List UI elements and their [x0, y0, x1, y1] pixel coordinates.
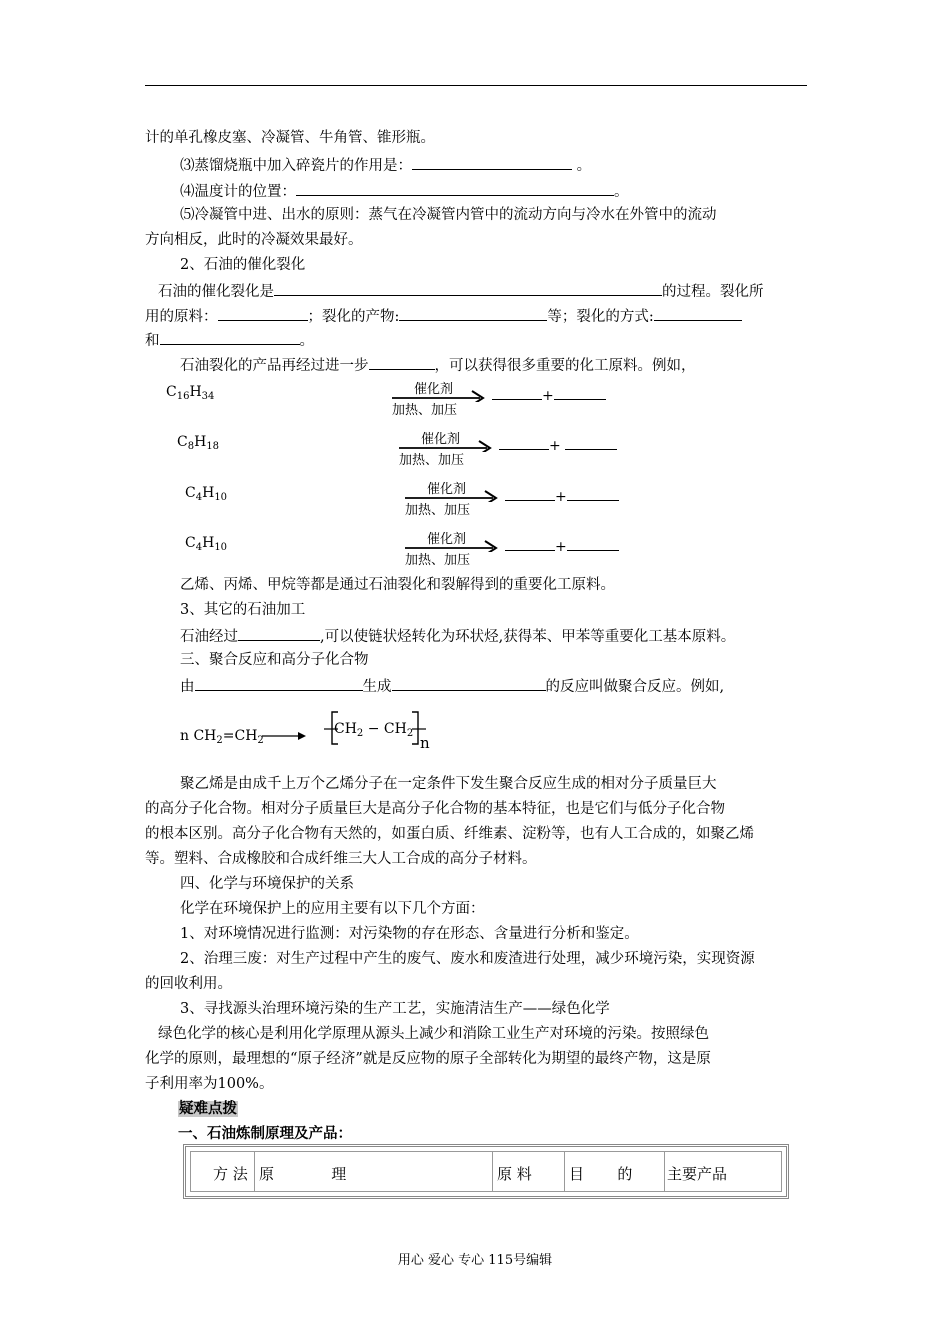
paragraph-line: 的高分子化合物。相对分子质量巨大是高分子化合物的基本特征，也是它们与低分子化合物: [145, 801, 725, 817]
header-rule: [145, 85, 807, 86]
text-line: 计的单孔橡皮塞、冷凝管、牛角管、锥形瓶。: [145, 130, 435, 146]
refining-table: [183, 1144, 789, 1199]
products: +: [505, 485, 619, 505]
blank[interactable]: [567, 535, 619, 551]
text-line: ⑸冷凝管中进、出水的原则：蒸气在冷凝管内管中的流动方向与冷水在外管中的流动: [180, 207, 717, 223]
reaction-arrow: 催化剂 加热、加压: [392, 378, 484, 418]
blank[interactable]: [565, 434, 617, 450]
text-line: 2、治理三废：对生产过程中产生的废气、废水和废渣进行处理，减少环境污染，实现资源: [180, 951, 755, 967]
blank[interactable]: [505, 535, 555, 551]
text-line: 乙烯、丙烯、甲烷等都是通过石油裂化和裂解得到的重要化工原料。: [180, 577, 615, 593]
reactant-formula: $C_4H_{10}$: [185, 535, 228, 553]
reaction-arrow: 催化剂 加热、加压: [405, 528, 497, 568]
paragraph-line: 化学的原则，最理想的“原子经济”就是反应物的原子全部转化为期望的最终产物，这是原: [145, 1051, 711, 1067]
text-line: 和 。: [145, 329, 314, 351]
paragraph-line: 的根本区别。高分子化合物有天然的，如蛋白质、纤维素、淀粉等，也有人工合成的，如聚乙烯: [145, 826, 754, 842]
question-3: ⑶蒸馏烧瓶中加入碎瓷片的作用是： 。: [180, 154, 591, 176]
paragraph-line: 聚乙烯是由成千上万个乙烯分子在一定条件下发生聚合反应生成的相对分子质量巨大: [180, 776, 717, 792]
polymer-reactant: n $CH_2=CH_2$: [180, 728, 264, 746]
blank[interactable]: [392, 675, 546, 691]
text-line: 的回收利用。: [145, 976, 232, 992]
page-footer: 用心 爱心 专心 115号编辑: [397, 1253, 553, 1268]
highlight-heading: 疑难点拨: [179, 1101, 237, 1117]
polymer-n: n: [420, 734, 430, 752]
blank[interactable]: [274, 280, 662, 296]
blank[interactable]: [238, 625, 320, 641]
reactant-formula: $C_8H_{18}$: [177, 434, 220, 452]
blank[interactable]: [160, 329, 300, 345]
table-header-row: [190, 1151, 782, 1192]
blank[interactable]: [412, 154, 572, 170]
text-line: 方向相反，此时的冷凝效果最好。: [145, 232, 363, 248]
products: +: [505, 535, 619, 555]
text-line: 石油裂化的产品再经过进一步 ，可以获得很多重要的化工原料。例如，: [180, 354, 696, 376]
blank[interactable]: [369, 354, 435, 370]
header-material: 原 料: [493, 1152, 565, 1191]
text-line: 化学在环境保护上的应用主要有以下几个方面：: [180, 901, 485, 917]
reactant-formula: $C_4H_{10}$: [185, 485, 228, 503]
reaction-arrow: 催化剂 加热、加压: [405, 478, 497, 518]
blank[interactable]: [492, 384, 542, 400]
reaction-arrow: 催化剂 加热、加压: [399, 428, 491, 468]
blank[interactable]: [505, 485, 555, 501]
header-method: 方 法: [191, 1152, 255, 1191]
text-line: 石油的催化裂化是 的过程。裂化所: [158, 280, 764, 302]
polymer-arrow: [262, 730, 306, 742]
text-line: 用的原料： ；裂化的产物: 等；裂化的方式:: [145, 305, 742, 327]
paragraph-line: 子利用率为100%。: [145, 1076, 274, 1092]
text-line: 3、寻找源头治理环境污染的生产工艺，实施清洁生产——绿色化学: [180, 1001, 610, 1017]
reactant-formula: $C_{16}H_{34}$: [166, 384, 215, 402]
blank[interactable]: [399, 305, 547, 321]
section-heading: 三、聚合反应和高分子化合物: [180, 652, 369, 668]
text-line: 1、对环境情况进行监测：对污染物的存在形态、含量进行分析和鉴定。: [180, 926, 639, 942]
text-line: 石油经过 ,可以使链状烃转化为环状烃,获得苯、甲苯等重要化工基本原料。: [180, 625, 735, 647]
header-principle: 原 理: [255, 1152, 493, 1191]
blank[interactable]: [654, 305, 742, 321]
products: +: [499, 434, 617, 454]
paragraph-line: 绿色化学的核心是利用化学原理从源头上减少和消除工业生产对环境的污染。按照绿色: [158, 1026, 709, 1042]
header-products: 主要产品: [667, 1165, 728, 1183]
blank[interactable]: [499, 434, 549, 450]
paragraph-line: 等。塑料、合成橡胶和合成纤维三大人工合成的高分子材料。: [145, 851, 537, 867]
section-heading: 2、石油的催化裂化: [180, 257, 306, 273]
section-heading: 四、化学与环境保护的关系: [180, 876, 354, 892]
blank[interactable]: [195, 675, 363, 691]
polymer-unit: $CH_2 - CH_2$: [334, 721, 414, 739]
products: +: [492, 384, 606, 404]
text-line: 由 生成 的反应叫做聚合反应。例如,: [180, 675, 724, 697]
blank[interactable]: [554, 384, 606, 400]
header-purpose: 目 的: [565, 1152, 665, 1191]
subsection-heading: 一、石油炼制原理及产品：: [178, 1126, 352, 1142]
blank[interactable]: [567, 485, 619, 501]
section-heading: 3、其它的石油加工: [180, 602, 306, 618]
blank[interactable]: [218, 305, 308, 321]
question-4: ⑷温度计的位置： 。: [180, 180, 629, 202]
blank[interactable]: [296, 180, 614, 196]
